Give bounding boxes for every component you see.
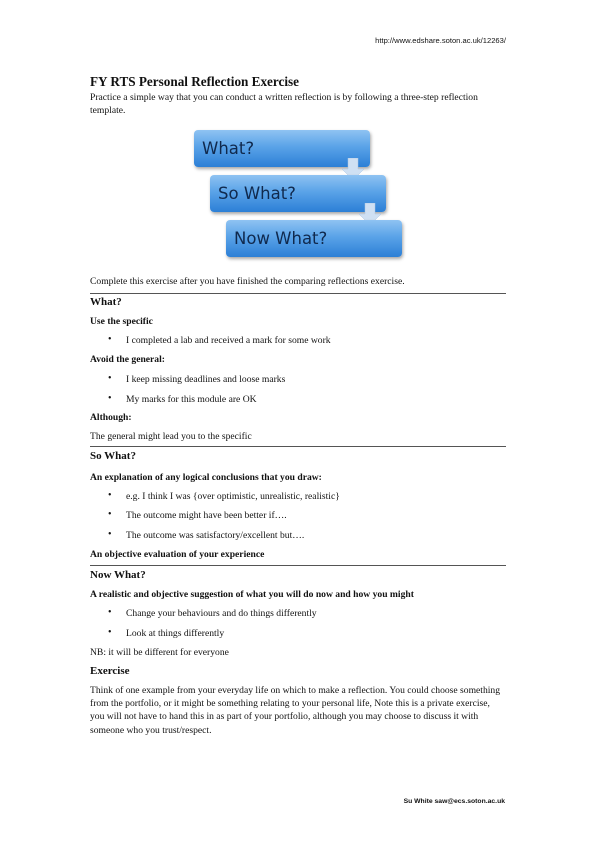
- intro-text: Practice a simple way that you can conduct a written reflection is by following a three-step reflection template.: [90, 92, 478, 116]
- what-heading: What?: [90, 296, 122, 308]
- although-text: The general might lead you to the specific: [90, 431, 252, 442]
- page-title: FY RTS Personal Reflection Exercise: [90, 74, 300, 89]
- so-what-heading: So What?: [90, 450, 136, 462]
- objective-label: An objective evaluation of your experience: [90, 549, 265, 560]
- divider: [90, 293, 506, 294]
- diagram-step-now-what: Now What?: [226, 220, 402, 257]
- exercise-text: Think of one example from your everyday life on which to make a reflection. You could choose something from the portfolio, or it might be something relating to your personal life, Note this is a private exercise, you will not have to hand this in as part of your portfolio, although you may choose to discuss it with someone who you trust/respect.: [90, 685, 501, 736]
- list-item: • Look at things differently: [90, 628, 224, 639]
- nb-text: NB: it will be different for everyone: [90, 647, 229, 658]
- diagram-step-so-what: So What?: [210, 175, 386, 212]
- diagram-step-what: What?: [194, 130, 370, 167]
- exercise-heading: Exercise: [90, 665, 130, 677]
- list-item: • The outcome might have been better if….: [90, 510, 287, 521]
- instruction-text: Complete this exercise after you have finished the comparing reflections exercise.: [90, 276, 405, 287]
- list-item: • The outcome was satisfactory/excellent but….: [90, 530, 304, 541]
- footer-author: Su White saw@ecs.soton.ac.uk: [403, 798, 505, 805]
- list-item: • I completed a lab and received a mark for some work: [90, 335, 331, 346]
- now-what-heading: Now What?: [90, 569, 146, 581]
- list-item: • My marks for this module are OK: [90, 394, 257, 405]
- header-url: http://www.edshare.soton.ac.uk/12263/: [375, 36, 506, 45]
- divider: [90, 446, 506, 447]
- although-label: Although:: [90, 412, 132, 423]
- list-item: • I keep missing deadlines and loose marks: [90, 374, 285, 385]
- list-item: • Change your behaviours and do things differently: [90, 608, 317, 619]
- explanation-label: An explanation of any logical conclusions that you draw:: [90, 472, 322, 483]
- avoid-general-label: Avoid the general:: [90, 354, 165, 365]
- divider: [90, 565, 506, 566]
- suggestion-label: A realistic and objective suggestion of what you will do now and how you might: [90, 589, 414, 600]
- list-item: • e.g. I think I was {over optimistic, unrealistic, realistic}: [90, 491, 340, 502]
- reflection-diagram: [194, 128, 406, 264]
- use-specific-label: Use the specific: [90, 316, 153, 327]
